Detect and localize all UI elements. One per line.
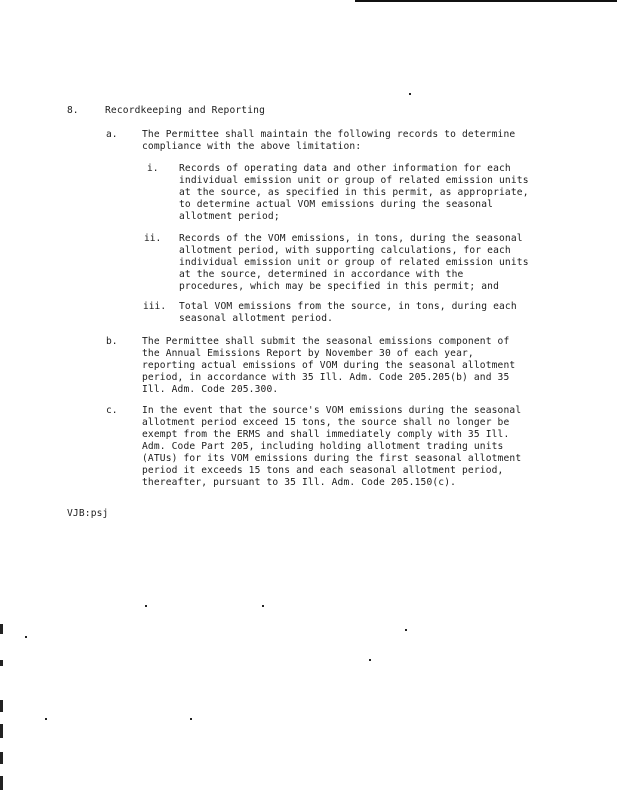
top-edge-rule xyxy=(355,0,617,2)
item-b-line: period, in accordance with 35 Ill. Adm. Code 205.205(b) and 35 xyxy=(142,372,510,383)
item-b-line: Ill. Adm. Code 205.300. xyxy=(142,384,279,395)
subitem-ii-line: procedures, which may be specified in this permit; and xyxy=(179,281,499,292)
item-c-line: In the event that the source's VOM emissions during the seasonal xyxy=(142,405,522,416)
item-b-marker: b. xyxy=(106,336,118,347)
item-a-line: compliance with the above limitation: xyxy=(142,141,362,152)
subitem-i-line: individual emission unit or group of related emission units xyxy=(179,175,529,186)
scan-edge-mark xyxy=(0,700,3,712)
scan-speck xyxy=(190,718,192,720)
section-number: 8. xyxy=(67,105,79,116)
item-c-line: allotment period exceed 15 tons, the source shall no longer be xyxy=(142,417,510,428)
subitem-i-line: to determine actual VOM emissions during the seasonal xyxy=(179,199,494,210)
subitem-ii-line: at the source, determined in accordance with the xyxy=(179,269,464,280)
scan-speck xyxy=(145,605,147,607)
item-b-line: The Permittee shall submit the seasonal emissions component of xyxy=(142,336,510,347)
item-c-line: thereafter, pursuant to 35 Ill. Adm. Code 205.150(c). xyxy=(142,477,457,488)
subitem-ii-marker: ii. xyxy=(144,233,162,244)
item-c-line: (ATUs) for its VOM emissions during the first seasonal allotment xyxy=(142,453,522,464)
subitem-iii-line: seasonal allotment period. xyxy=(179,313,334,324)
subitem-ii-line: Records of the VOM emissions, in tons, during the seasonal xyxy=(179,233,523,244)
subitem-i-line: allotment period; xyxy=(179,211,280,222)
scan-speck xyxy=(262,605,264,607)
scan-edge-mark xyxy=(0,752,3,764)
subitem-ii-line: individual emission unit or group of related emission units xyxy=(179,257,529,268)
item-b-line: reporting actual emissions of VOM during the seasonal allotment xyxy=(142,360,516,371)
typist-initials: VJB:psj xyxy=(67,508,109,519)
item-a-line: The Permittee shall maintain the following records to determine xyxy=(142,129,516,140)
subitem-iii-line: Total VOM emissions from the source, in tons, during each xyxy=(179,301,517,312)
item-c-line: exempt from the ERMS and shall immediately comply with 35 Ill. xyxy=(142,429,510,440)
item-c-line: Adm. Code Part 205, including holding allotment trading units xyxy=(142,441,504,452)
subitem-i-marker: i. xyxy=(147,163,159,174)
section-heading: Recordkeeping and Reporting xyxy=(105,105,265,116)
scan-speck xyxy=(409,93,411,95)
scan-speck xyxy=(25,636,27,638)
subitem-i-line: Records of operating data and other information for each xyxy=(179,163,511,174)
item-c-marker: c. xyxy=(106,405,118,416)
item-c-line: period it exceeds 15 tons and each seasonal allotment period, xyxy=(142,465,504,476)
scan-speck xyxy=(405,629,407,631)
item-b-line: the Annual Emissions Report by November 30 of each year, xyxy=(142,348,474,359)
scan-edge-mark xyxy=(0,776,3,790)
subitem-iii-marker: iii. xyxy=(143,301,167,312)
item-a-marker: a. xyxy=(106,129,118,140)
scan-edge-mark xyxy=(0,660,3,666)
scan-edge-mark xyxy=(0,724,3,738)
subitem-i-line: at the source, as specified in this permit, as appropriate, xyxy=(179,187,529,198)
scan-speck xyxy=(45,718,47,720)
scan-edge-mark xyxy=(0,624,3,634)
scan-speck xyxy=(369,659,371,661)
subitem-ii-line: allotment period, with supporting calculations, for each xyxy=(179,245,511,256)
